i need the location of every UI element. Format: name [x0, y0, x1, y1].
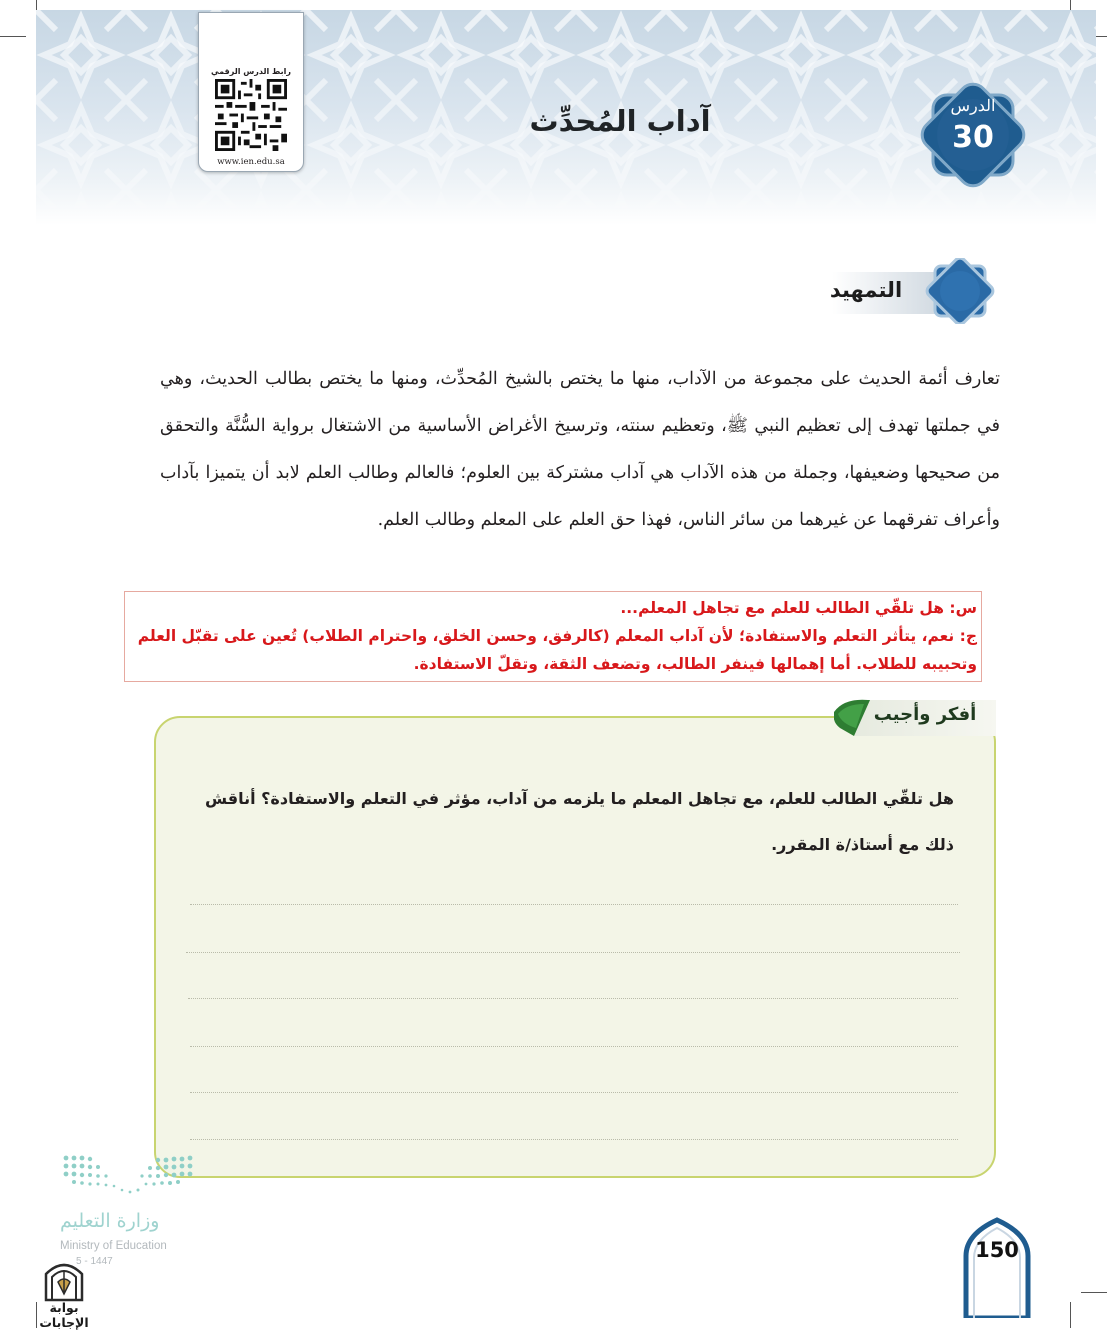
qa-answer: ج: نعم، يتأثر التعلم والاستفادة؛ لأن آداب المعلم (كالرفق، وحسن الخلق، واحترام الطلاب) تُعين على تقبّل العلم وتحبيبه للطلاب. أما إهمالها فينفر الطالب، وتضعف الثقة، وتقلّ الاستفادة.: [137, 627, 977, 673]
answers-portal-logo-icon: [42, 1256, 86, 1302]
qr-url[interactable]: www.ien.edu.sa: [217, 157, 285, 167]
answer-line[interactable]: [190, 1046, 958, 1047]
ministry-logo-dots: [62, 1154, 198, 1200]
think-question: هل تلقّي الطالب للعلم، مع تجاهل المعلم ما يلزمه من آداب، مؤثر في التعلم والاستفادة؟ أناقش ذلك مع أستاذ/ة المقرر.: [204, 789, 954, 854]
crop-mark: [0, 36, 26, 37]
answer-line[interactable]: [186, 952, 960, 953]
qa-answer-box: [124, 591, 982, 682]
page-number-tab: [962, 1216, 1032, 1318]
crop-mark: [1081, 1292, 1107, 1293]
intro-heading: التمهيد: [829, 278, 903, 302]
badge-label: الدرس: [950, 96, 996, 115]
think-answer-label: أفكر وأجيب: [873, 704, 977, 725]
digital-lesson-qr-card[interactable]: [198, 12, 304, 172]
intro-paragraph: تعارف أئمة الحديث على مجموعة من الآداب، منها ما يختص بالشيخ المُحدِّث، ومنها ما يختص بطالب الحديث، وهي في جملتها تهدف إلى تعظيم النبي ﷺ، وتعظيم سنته، وترسيخ الأغراض الأساسية من الاشتغال برواية السُّنَّة والتحقق من صحيحها وضعيفها، وجملة من هذه الآداب هي آداب مشتركة بين العلوم؛ فالعالم وطالب العلم لابد أن يتميزا بآداب وأعراف تفرقهما عن غيرهما من سائر الناس، فهذا حق العلم على المعلم وطالب العلم.: [160, 369, 1001, 530]
qr-caption: رابط الدرس الرقمي: [211, 67, 291, 76]
qr-code-icon[interactable]: [215, 79, 287, 151]
answer-line[interactable]: [190, 904, 958, 905]
ministry-name-ar: وزارة التعليم: [60, 1210, 160, 1232]
lesson-title: آداب المُحدِّث: [529, 104, 711, 138]
answers-portal-label: بوابة الإجابات: [39, 1300, 89, 1330]
qa-question: س: هل تلقّي الطالب للعلم مع تجاهل المعلم...: [620, 599, 977, 617]
answer-line[interactable]: [190, 1139, 958, 1140]
answer-line[interactable]: [190, 1092, 958, 1093]
ministry-year: 5 - 1447: [76, 1256, 113, 1267]
crop-mark: [1070, 1302, 1071, 1328]
badge-number: 30: [952, 120, 994, 155]
page-number: 150: [975, 1238, 1019, 1262]
ministry-name-en: Ministry of Education: [60, 1240, 167, 1252]
answer-line[interactable]: [188, 998, 958, 999]
